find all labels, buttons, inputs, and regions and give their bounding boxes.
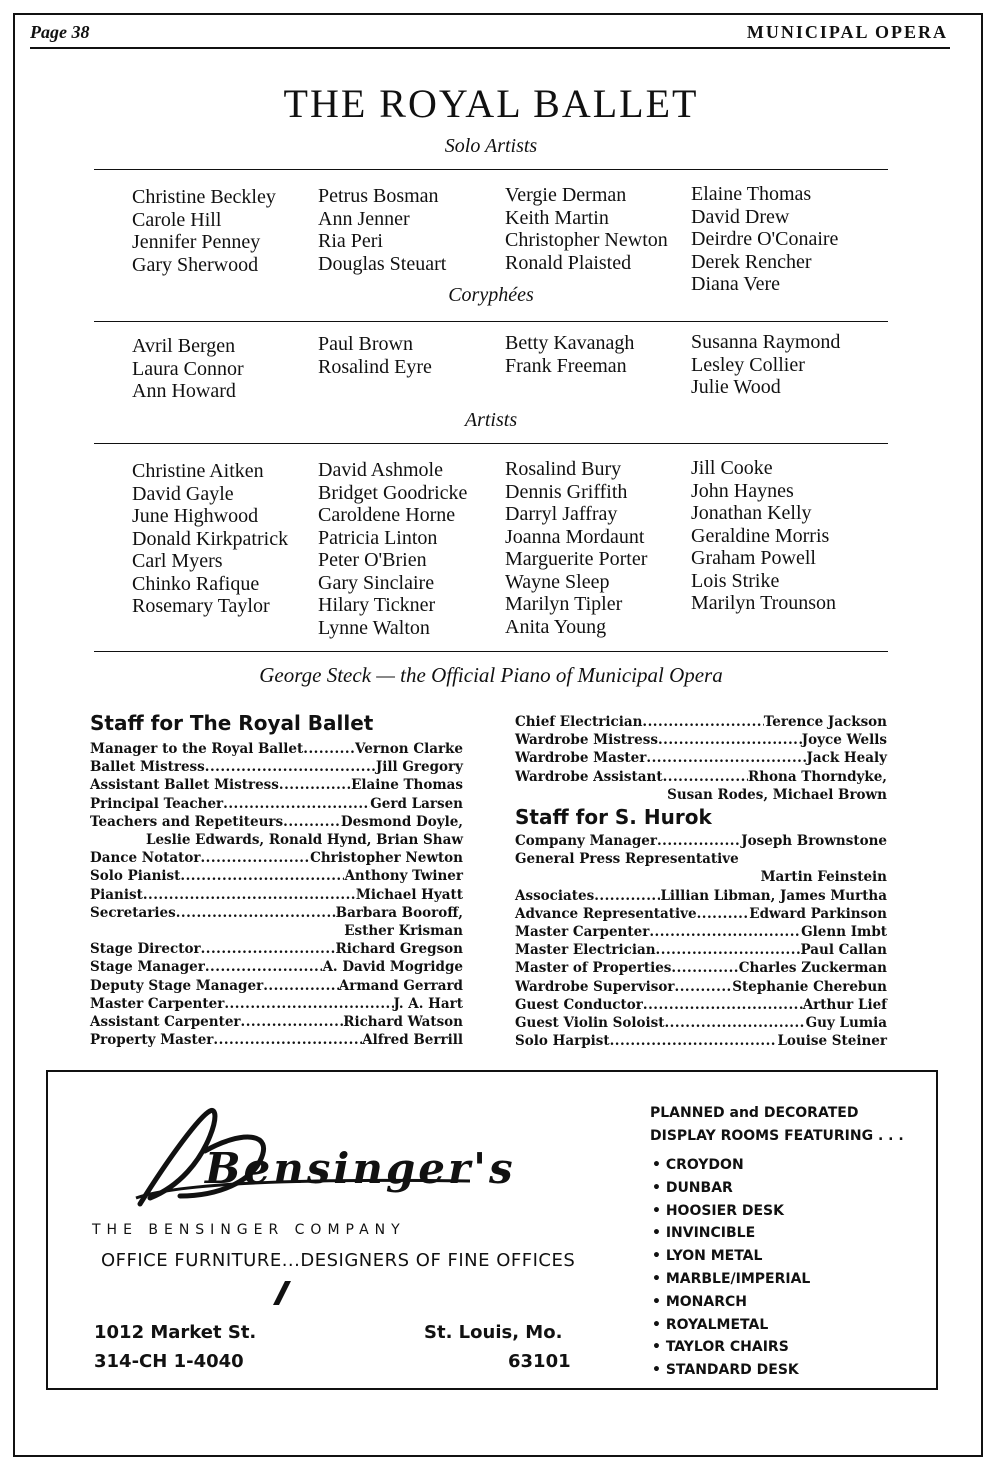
performer-name: Julie Wood (691, 376, 781, 398)
leader-dots (201, 940, 336, 958)
staff-name: Arthur Lief (802, 996, 887, 1013)
name-column (132, 186, 276, 276)
staff-role: Property Master (90, 1032, 214, 1049)
staff-role: Manager to the Royal Ballet (90, 741, 304, 757)
staff-role: Solo Harpist (515, 1033, 610, 1050)
performer-name: Marilyn Trounson (691, 592, 837, 614)
staff-row (90, 995, 463, 1013)
performer-name: Derek Rencher (691, 250, 812, 273)
staff-name: Alfred Berrill (362, 1032, 463, 1049)
staff-role: Assistant Carpenter (90, 1014, 241, 1031)
ad-phone: 314-CH 1-4040 (94, 1351, 244, 1372)
staff-row (90, 758, 463, 776)
staff-name: Lillian Libman, James Murtha (660, 887, 887, 904)
section-rule (94, 443, 888, 444)
staff-role: General Press Representative (515, 851, 739, 868)
staff-row (90, 1031, 463, 1049)
performer-name: Christopher Newton (505, 229, 668, 251)
performer-name: Betty Kavanagh (505, 332, 635, 354)
performer-name: Keith Martin (505, 206, 609, 229)
staff-role: Master Electrician (515, 942, 656, 959)
leader-dots (658, 731, 802, 749)
company-name: THE BENSINGER COMPANY (92, 1222, 406, 1238)
performer-name: Gary Sinclaire (318, 571, 435, 594)
staff-name: A. David Mogridge (322, 959, 463, 976)
company-tagline: OFFICE FURNITURE...DESIGNERS OF FINE OFFICES (101, 1250, 576, 1271)
performer-name: Christine Aitken (132, 460, 264, 482)
performer-name: Lesley Collier (691, 353, 805, 376)
brand-list (652, 1154, 810, 1382)
staff-role: Assistant Ballet Mistress (90, 777, 279, 794)
publication-title: MUNICIPAL OPERA (746, 22, 948, 42)
leader-dots (663, 768, 748, 786)
page-title: THE ROYAL BALLET (283, 81, 699, 126)
performer-name: Donald Kirkpatrick (132, 527, 289, 550)
performer-name: Frank Freeman (505, 354, 627, 377)
brand-item: • LYON METAL (652, 1248, 763, 1265)
staff-continuation: Martin Feinstein (760, 869, 887, 886)
staff-name: Christopher Newton (310, 850, 463, 867)
leader-dots (223, 795, 370, 813)
staff-row (90, 977, 463, 995)
ad-zip: 63101 (508, 1351, 571, 1372)
staff-continuation: Leslie Edwards, Ronald Hynd, Brian Shaw (145, 832, 463, 849)
staff-role: Solo Pianist (90, 868, 181, 885)
brand-item: • INVINCIBLE (652, 1225, 756, 1242)
brand-item: • MARBLE/IMPERIAL (652, 1270, 811, 1287)
section-label-coryphees: Coryphées (448, 284, 534, 306)
name-column (318, 333, 432, 378)
leader-dots (610, 1032, 778, 1050)
section-rule (94, 651, 888, 652)
performer-name: Avril Bergen (132, 335, 236, 357)
staff-continuation: Susan Rodes, Michael Brown (667, 786, 887, 803)
section-label-artists: Artists (464, 409, 518, 431)
staff-role: Master Carpenter (90, 995, 225, 1012)
staff-name: Jill Gregory (375, 759, 463, 776)
staff-role: Principal Teacher (90, 795, 224, 812)
staff-row (515, 923, 887, 941)
staff-name: Joyce Wells (801, 732, 887, 749)
performer-name: Patricia Linton (318, 526, 438, 549)
performer-name: Susanna Raymond (691, 331, 841, 353)
staff-name: Guy Lumia (805, 1015, 887, 1032)
performer-name: Christine Beckley (132, 186, 276, 208)
leader-dots (279, 776, 351, 794)
section-label-solo: Solo Artists (444, 135, 538, 157)
staff-name: Edward Parkinson (749, 905, 887, 922)
staff-role: Guest Violin Soloist (515, 1015, 665, 1032)
staff-name: Glenn Imbt (801, 924, 887, 941)
staff-name: Michael Hyatt (355, 886, 463, 903)
name-column (505, 332, 634, 377)
staff-name: Stephanie Cherebun (732, 978, 887, 995)
leader-dots (176, 904, 336, 922)
performer-name: Marguerite Porter (505, 548, 648, 570)
leader-dots (283, 813, 341, 831)
staff-name: Terence Jackson (763, 714, 887, 730)
staff-role: Wardrobe Supervisor (515, 978, 675, 995)
staff-row (515, 832, 887, 850)
performer-name: Hilary Tickner (318, 594, 436, 616)
performer-name: Marilyn Tipler (505, 593, 623, 615)
performer-name: Caroldene Horne (318, 504, 456, 526)
performer-name: David Drew (691, 205, 790, 228)
staff-role: Chief Electrician (515, 714, 643, 730)
staff-hurok-list (515, 832, 887, 1050)
leader-dots (649, 923, 801, 941)
brand-item: • DUNBAR (652, 1179, 733, 1196)
ad-city: St. Louis, Mo. (424, 1322, 563, 1343)
staff-name: Louise Steiner (777, 1033, 887, 1050)
ad-heading-line2: DISPLAY ROOMS FEATURING . . . (650, 1128, 904, 1144)
performer-name: Geraldine Morris (691, 524, 830, 547)
staff-row (515, 850, 887, 868)
staff-row (90, 776, 463, 794)
staff-role: Wardrobe Master (515, 750, 647, 767)
performer-name: David Gayle (132, 482, 234, 505)
leader-dots (213, 1031, 362, 1049)
leader-dots (205, 758, 376, 776)
staff-name: Richard Watson (343, 1014, 463, 1031)
bensinger-logo-text: Bensinger's (205, 1144, 516, 1193)
leader-dots (646, 749, 806, 767)
staff-row (515, 1014, 887, 1032)
staff-row (90, 740, 463, 758)
staff-role: Dance Notator (90, 850, 201, 867)
performer-name: Ann Jenner (318, 207, 410, 230)
staff-row (90, 867, 463, 885)
staff-name: Vernon Clarke (355, 741, 463, 757)
performer-name: Jennifer Penney (132, 231, 261, 253)
performer-name: June Highwood (132, 505, 259, 527)
performer-name: Elaine Thomas (691, 183, 812, 205)
staff-hurok-heading: Staff for S. Hurok (515, 805, 712, 829)
performer-name: Diana Vere (691, 273, 781, 295)
staff-role: Advance Representative (515, 905, 697, 922)
staff-name: Paul Callan (800, 942, 887, 959)
staff-row (515, 941, 887, 959)
performer-name: Deirdre O'Conaire (691, 228, 839, 250)
performer-name: Douglas Steuart (318, 252, 447, 275)
staff-role: Teachers and Repetiteurs (90, 813, 284, 830)
staff-role: Master Carpenter (515, 924, 650, 941)
performer-name: Dennis Griffith (505, 480, 628, 503)
performer-name: Rosalind Eyre (318, 355, 432, 378)
leader-dots (664, 1014, 805, 1032)
ad-heading-line1: PLANNED and DECORATED (650, 1105, 859, 1121)
brand-item: • STANDARD DESK (652, 1362, 799, 1379)
staff-role: Wardrobe Assistant (515, 768, 663, 785)
staff-continuation: Esther Krisman (344, 923, 463, 940)
performer-name: Vergie Derman (505, 184, 627, 206)
name-column (132, 335, 244, 403)
name-column (505, 184, 668, 274)
performer-name: Laura Connor (132, 357, 244, 380)
staff-row (90, 904, 463, 922)
performer-name: Rosalind Bury (505, 458, 622, 480)
performer-name: Chinko Rafique (132, 572, 260, 595)
staff-name: Joseph Brownstone (741, 833, 887, 849)
performer-name: Carl Myers (132, 550, 223, 572)
leader-dots (675, 978, 733, 996)
performer-name: Carole Hill (132, 208, 222, 231)
staff-name: Richard Gregson (335, 941, 463, 958)
staff-name: Barbara Booroff, (335, 904, 463, 921)
performer-name: David Ashmole (318, 459, 443, 481)
staff-role: Pianist (90, 886, 143, 903)
staff-name: Armand Gerrard (338, 977, 463, 994)
performer-name: Lynne Walton (318, 616, 430, 639)
name-column (132, 460, 288, 618)
staff-name: Desmond Doyle, (340, 813, 463, 830)
staff-royal-list (90, 740, 463, 1049)
leader-dots (241, 1013, 344, 1031)
name-column (318, 459, 467, 639)
performer-name: Jill Cooke (691, 457, 773, 479)
staff-role: Wardrobe Mistress (515, 732, 658, 749)
performer-name: Ann Howard (132, 380, 236, 402)
performer-name: Paul Brown (318, 333, 413, 355)
leader-dots (594, 887, 660, 905)
header-rule (30, 47, 950, 49)
staff-name: Gerd Larsen (370, 795, 463, 812)
staff-row (90, 813, 463, 831)
performer-name: Ronald Plaisted (505, 251, 632, 274)
leader-dots (263, 977, 339, 995)
name-column (505, 458, 647, 638)
staff-row (515, 887, 887, 905)
brand-item: • MONARCH (652, 1293, 747, 1310)
page-number: Page 38 (30, 22, 90, 42)
staff-row (515, 1032, 887, 1050)
slash-ornament (263, 1277, 303, 1307)
performer-name: Graham Powell (691, 547, 816, 569)
performer-name: Wayne Sleep (505, 570, 610, 593)
performer-name: Darryl Jaffray (505, 503, 618, 525)
bensinger-logo (110, 1086, 516, 1220)
staff-row (90, 886, 463, 904)
leader-dots (205, 958, 323, 976)
staff-name: Jack Healy (806, 750, 887, 767)
staff-name: Rhona Thorndyke, (747, 768, 887, 785)
staff-row (515, 996, 887, 1014)
leader-dots (671, 959, 738, 977)
leader-dots (143, 886, 356, 904)
brand-item: • HOOSIER DESK (652, 1202, 784, 1219)
staff-role: Company Manager (515, 833, 657, 849)
leader-dots (643, 996, 803, 1014)
leader-dots (224, 995, 393, 1013)
staff-row (515, 731, 887, 749)
staff-row (90, 940, 463, 958)
brand-item: • TAYLOR CHAIRS (652, 1339, 789, 1356)
leader-dots (180, 867, 344, 885)
performer-name: Petrus Bosman (318, 185, 439, 207)
performer-name: Peter O'Brien (318, 549, 427, 571)
staff-role: Secretaries (90, 904, 176, 921)
leader-dots (303, 740, 355, 758)
section-rule (94, 169, 888, 170)
name-column (691, 457, 836, 615)
brand-item: • CROYDON (652, 1157, 744, 1173)
bensinger-advertisement (46, 1070, 938, 1390)
staff-name: Charles Zuckerman (738, 960, 887, 977)
staff-name: Anthony Twiner (344, 868, 463, 885)
leader-dots (656, 941, 801, 959)
staff-role: Ballet Mistress (90, 759, 205, 776)
performer-name: Joanna Mordaunt (505, 525, 645, 548)
staff-role: Stage Director (90, 941, 201, 958)
leader-dots (200, 849, 310, 867)
section-rule (94, 321, 888, 322)
name-column (318, 185, 446, 275)
staff-role: Guest Conductor (515, 996, 643, 1013)
staff-row (90, 795, 463, 813)
performer-name: Anita Young (505, 615, 607, 638)
performer-name: Ria Peri (318, 230, 383, 252)
staff-row (515, 713, 887, 731)
staff-row (90, 849, 463, 867)
performer-name: Lois Strike (691, 569, 780, 592)
staff-row (515, 959, 887, 977)
name-column (691, 183, 838, 296)
staff-row (90, 958, 463, 976)
staff-misc-list (515, 713, 887, 804)
staff-row (515, 768, 887, 786)
staff-role: Deputy Stage Manager (90, 977, 264, 994)
staff-row (90, 1013, 463, 1031)
staff-role: Associates (515, 887, 595, 904)
performer-name: Bridget Goodricke (318, 481, 468, 504)
performer-name: Jonathan Kelly (691, 502, 812, 524)
staff-role: Stage Manager (90, 959, 205, 976)
staff-role: Master of Properties (515, 960, 672, 977)
staff-row (515, 749, 887, 767)
name-column (691, 331, 840, 399)
performer-name: Rosemary Taylor (132, 595, 270, 617)
staff-row (515, 905, 887, 923)
leader-dots (642, 713, 763, 731)
staff-row (515, 978, 887, 996)
performer-name: Gary Sherwood (132, 253, 259, 276)
ad-address: 1012 Market St. (94, 1322, 257, 1343)
performer-name: John Haynes (691, 479, 794, 502)
piano-note: George Steck — the Official Piano of Municipal Opera (259, 663, 723, 687)
leader-dots (697, 905, 750, 923)
staff-royal-heading: Staff for The Royal Ballet (90, 711, 374, 735)
brand-item: • ROYALMETAL (652, 1316, 769, 1333)
staff-name: J. A. Hart (393, 995, 463, 1012)
leader-dots (657, 832, 741, 850)
staff-name: Elaine Thomas (351, 777, 463, 794)
